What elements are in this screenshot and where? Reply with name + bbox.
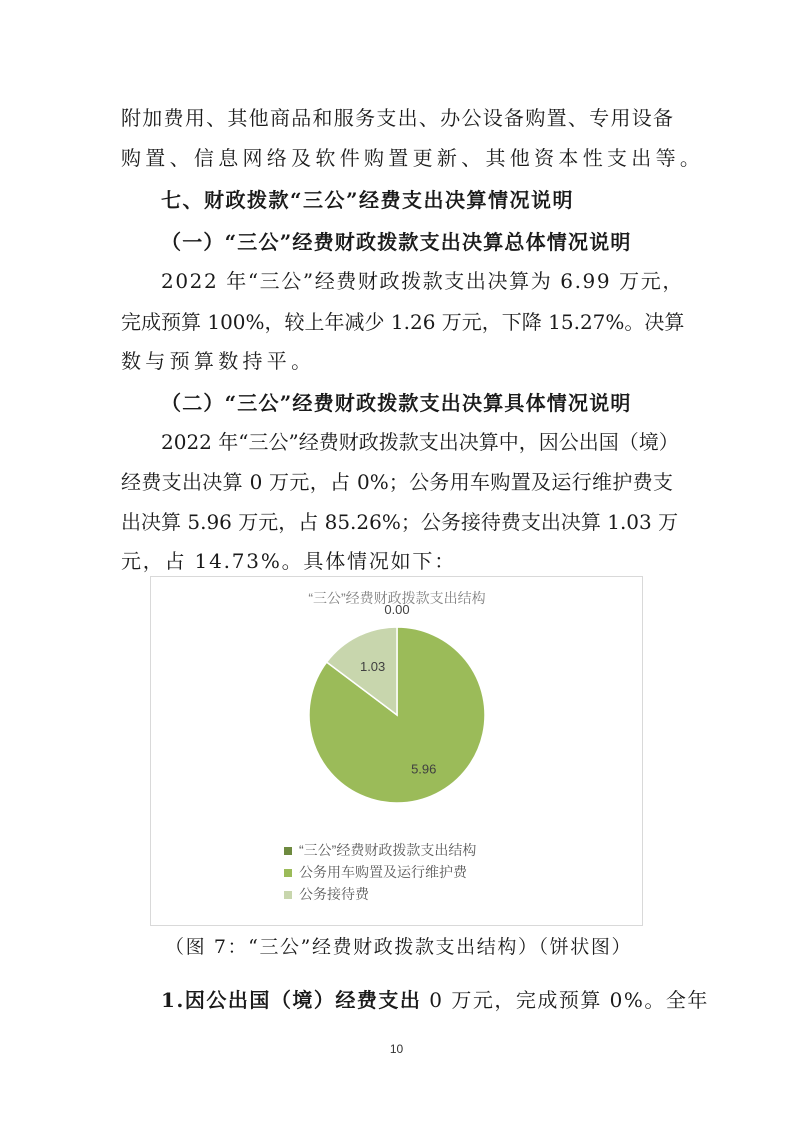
legend-label-1: 公务用车购置及运行维护费	[299, 864, 467, 880]
legend-swatch-0	[284, 847, 292, 855]
item-1-line	[161, 985, 709, 1015]
body-line-2: 购置、信息网络及软件购置更新、其他资本性支出等。	[121, 146, 705, 170]
para1-line-2: 完成预算 100%，较上年减少 1.26 万元，下降 15.27%。决算	[121, 310, 685, 334]
subsection-heading-1: （一）“三公”经费财政拨款支出决算总体情况说明	[161, 230, 632, 254]
subsection-heading-2: （二）“三公”经费财政拨款支出决算具体情况说明	[161, 391, 632, 415]
section-heading-7: 七、财政拨款“三公”经费支出决算情况说明	[161, 188, 575, 212]
pie-chart	[150, 576, 643, 926]
legend-swatch-2	[284, 891, 292, 899]
pie-data-label-2: 1.03	[359, 659, 386, 675]
page-number: 10	[389, 1042, 404, 1056]
pie-data-label-0: 0.00	[384, 602, 410, 617]
pie-data-label-1: 5.96	[411, 761, 437, 777]
body-line-1: 附加费用、其他商品和服务支出、办公设备购置、专用设备	[121, 106, 673, 130]
legend-label-0: “三公”经费财政拨款支出结构	[299, 842, 477, 858]
para2-line-4: 元，占 14.73%。具体情况如下：	[121, 549, 457, 573]
legend-swatch-1	[284, 869, 292, 877]
pie-chart-svg	[151, 577, 642, 925]
chart-title: “三公”经费财政拨款支出结构	[308, 590, 486, 606]
figure-caption: （图 7：“三公”经费财政拨款支出结构）（饼状图）	[165, 936, 633, 958]
para1-line-3: 数与预算数持平。	[121, 349, 316, 373]
legend-label-2: 公务接待费	[299, 886, 369, 902]
para1-line-1: 2022 年“三公”经费财政拨款支出决算为 6.99 万元，	[161, 269, 684, 293]
para2-line-1: 2022 年“三公”经费财政拨款支出决算中，因公出国（境）	[161, 430, 679, 454]
para2-line-3: 出决算 5.96 万元，占 85.26%；公务接待费支出决算 1.03 万	[121, 510, 679, 534]
para2-line-2: 经费支出决算 0 万元，占 0%；公务用车购置及运行维护费支	[121, 470, 673, 494]
item-1-heading: 1.因公出国（境）经费支出	[161, 988, 422, 1012]
item-1-text: 0 万元，完成预算 0%。全年	[421, 988, 709, 1012]
